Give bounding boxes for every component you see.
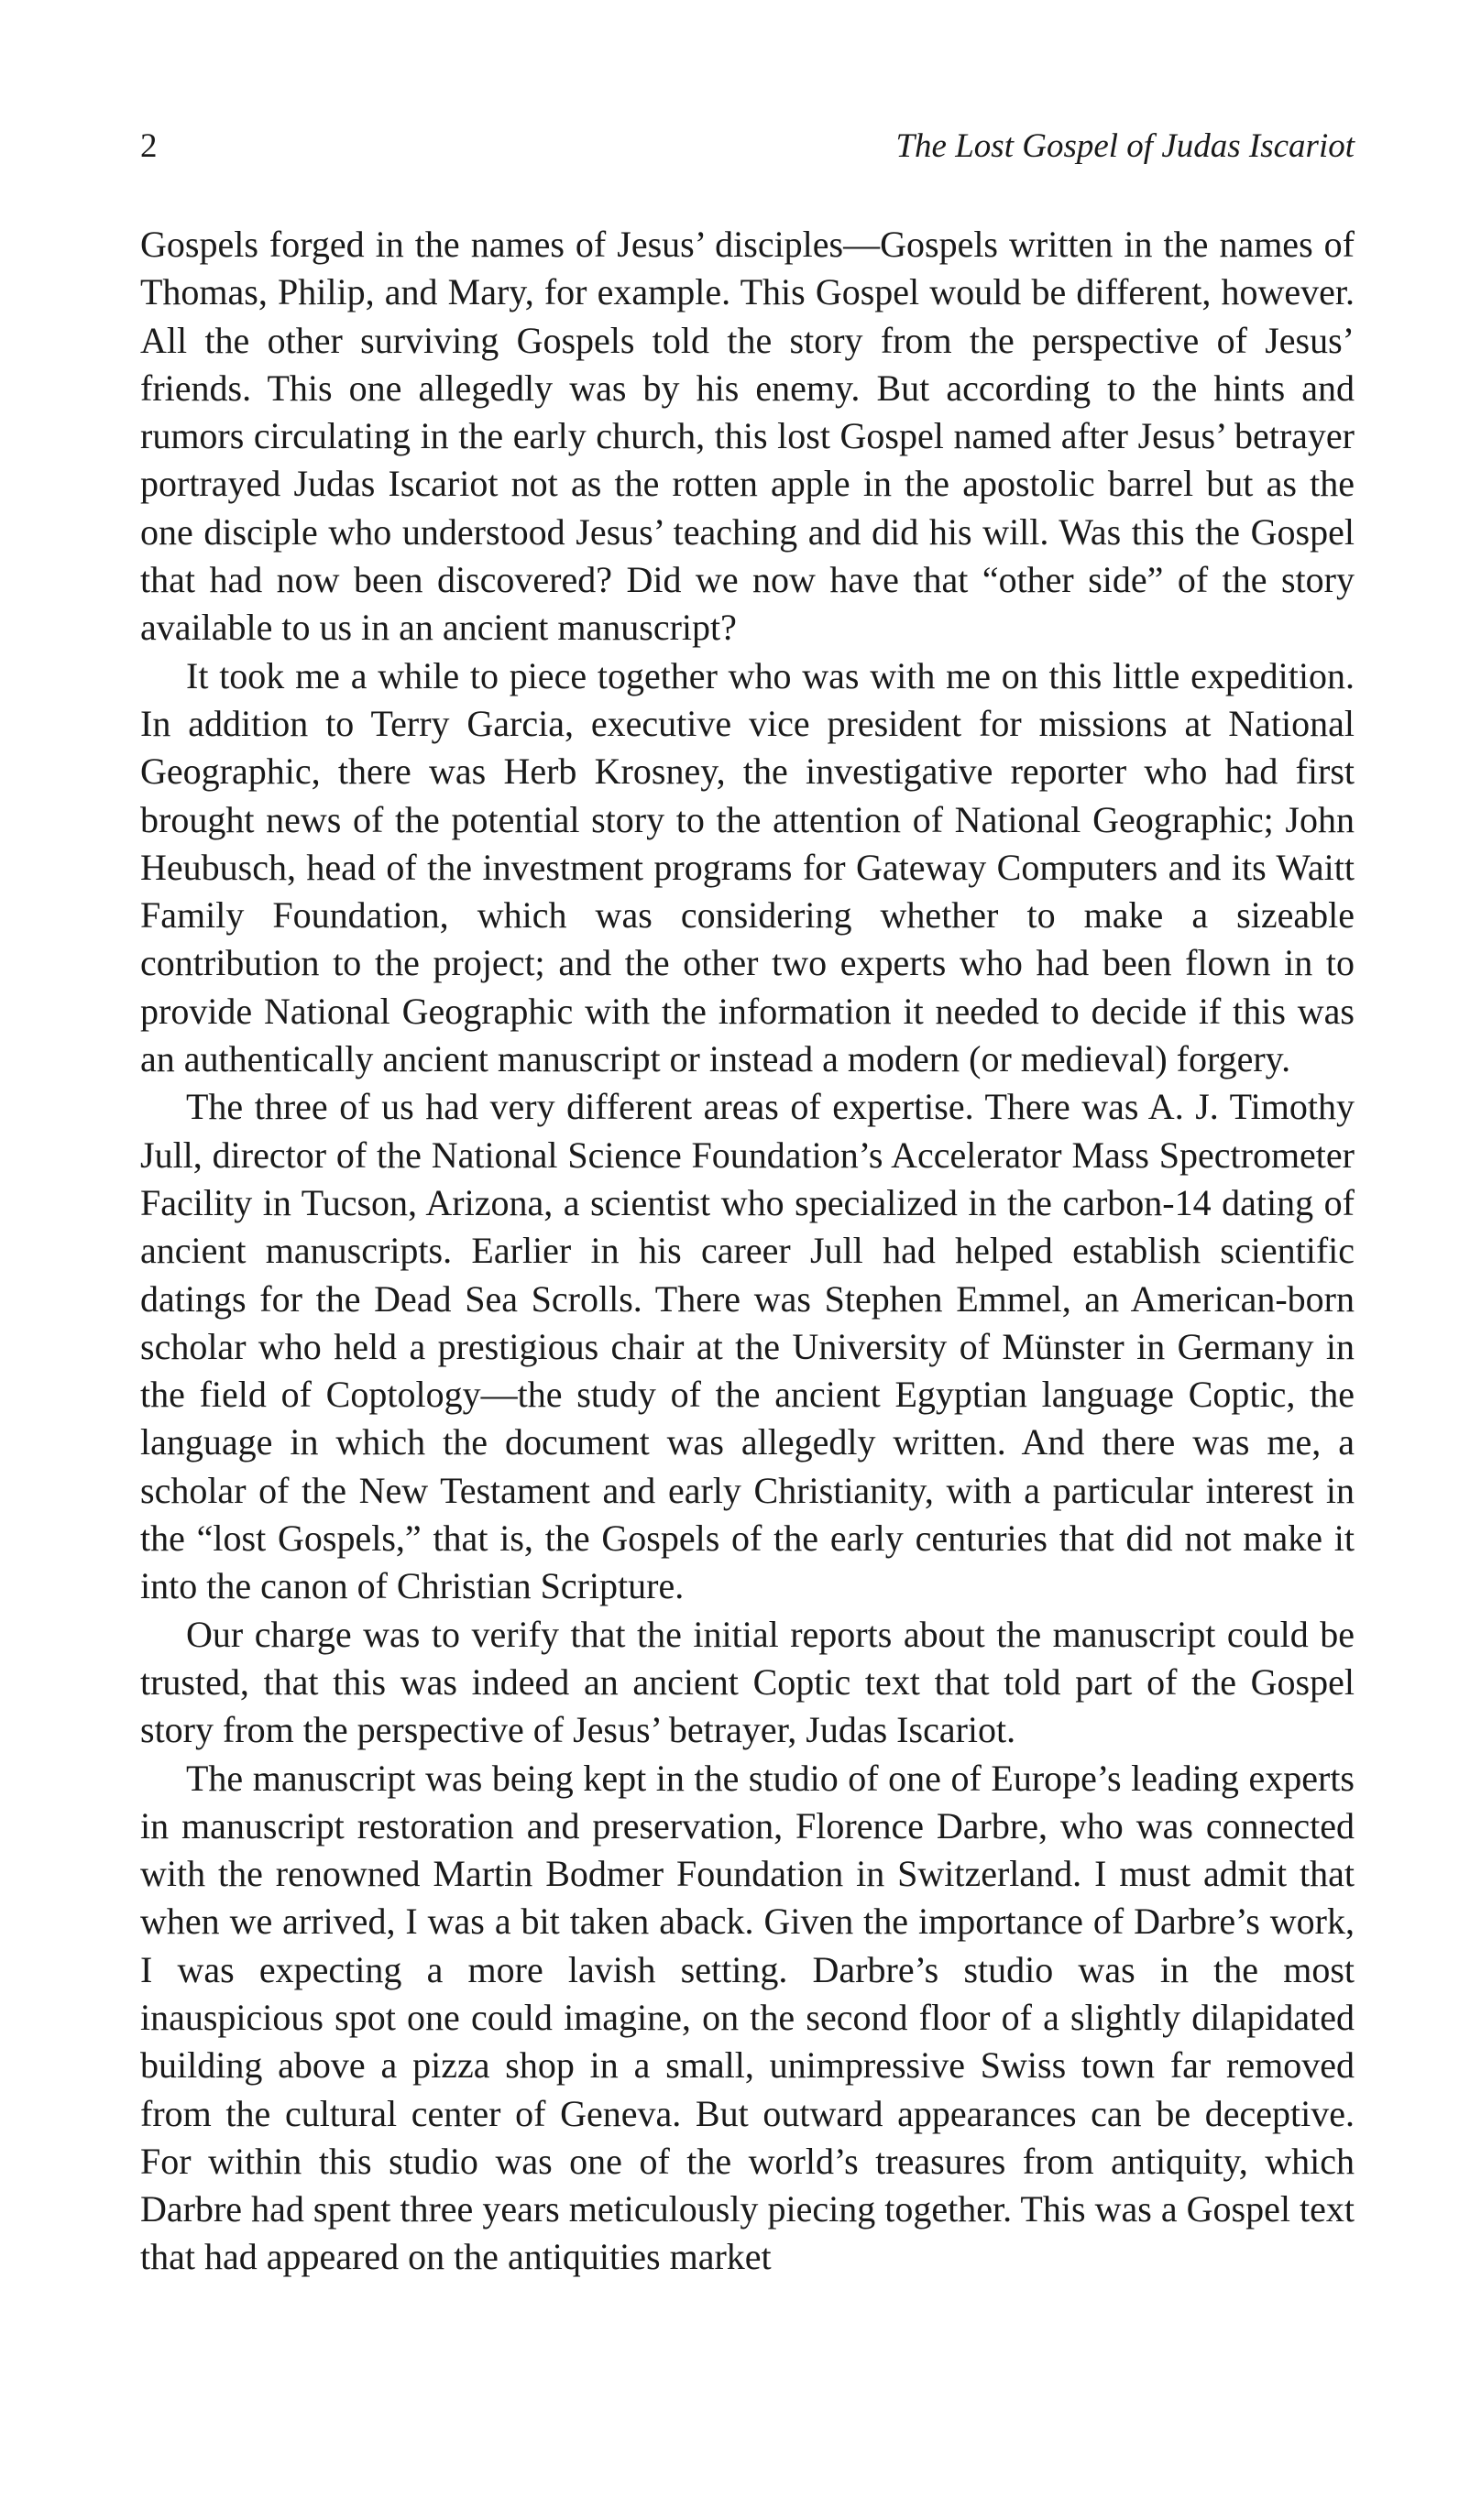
body-text xyxy=(140,221,1355,2282)
paragraph-1: Gospels forged in the names of Jesus’ disciples—Gospels written in the names of Thomas, Philip, and Mary, for example. This Gospel would be different, however. All the other surviving Gospels told the story from the perspective of Jesus’ friends. This one allegedly was by his enemy. But according to the hints and rumors circulating in the early church, this lost Gospel named after Jesus’ betrayer portrayed Judas Iscariot not as the rotten apple in the apostolic barrel but as the one disciple who understood Jesus’ teaching and did his will. Was this the Gospel that had now been discovered? Did we now have that “other side” of the story available to us in an ancient manuscript? xyxy=(140,224,1355,649)
book-title: The Lost Gospel of Judas Iscariot xyxy=(895,127,1355,165)
page-number: 2 xyxy=(140,127,158,165)
paragraph-3: The three of us had very different areas of expertise. There was A. J. Timothy Jull, director of the National Science Foundation’s Accelerator Mass Spectrometer Facility in Tucson, Arizona, a scientist who specialized in the carbon-14 dating of ancient manuscripts. Earlier in his career Jull had helped establish scientific datings for the Dead Sea Scrolls. There was Stephen Emmel, an American-born scholar who held a prestigious chair at the University of Münster in Germany in the field of Coptology—the study of the ancient Egyptian language Coptic, the language in which the document was allegedly written. And there was me, a scholar of the New Testament and early Christianity, with a particular interest in the “lost Gospels,” that is, the Gospels of the early centuries that did not make it into the canon of Christian Scripture. xyxy=(140,1086,1355,1607)
running-head xyxy=(140,124,1355,170)
paragraph-2: It took me a while to piece together who was with me on this little expedition. In addition to Terry Garcia, executive vice president for missions at National Geographic, there was Herb Krosney, the investigative reporter who had first brought news of the potential story to the attention of National Geographic; John Heubusch, head of the investment programs for Gateway Computers and its Waitt Family Foundation, which was considering whether to make a sizeable contribution to the project; and the other two experts who had been flown in to provide National Geographic with the information it needed to decide if this was an authentically ancient manuscript or instead a modern (or medieval) forgery. xyxy=(140,654,1355,1080)
paragraph-5: The manuscript was being kept in the studio of one of Europe’s leading experts in manuscript restoration and preservation, Florence Darbre, who was connected with the renowned Martin Bodmer Foundation in Switzerland. I must admit that when we arrived, I was a bit taken aback. Given the importance of Darbre’s work, I was expecting a more lavish setting. Darbre’s studio was in the most inauspicious spot one could imagine, on the second floor of a slightly dilapidated building above a pizza shop in a small, unimpressive Swiss town far removed from the cultural center of Geneva. But outward appearances can be deceptive. For within this studio was one of the world’s treasures from antiquity, which Darbre had spent three years meticulously piecing together. This was a Gospel text that had appeared on the antiquities market xyxy=(140,1757,1355,2278)
paragraph-4: Our charge was to verify that the initial reports about the manuscript could be trusted, that this was indeed an ancient Coptic text that told part of the Gospel story from the perspective of Jesus’ betrayer, Judas Iscariot. xyxy=(140,1613,1355,1751)
book-page xyxy=(140,124,1355,2282)
